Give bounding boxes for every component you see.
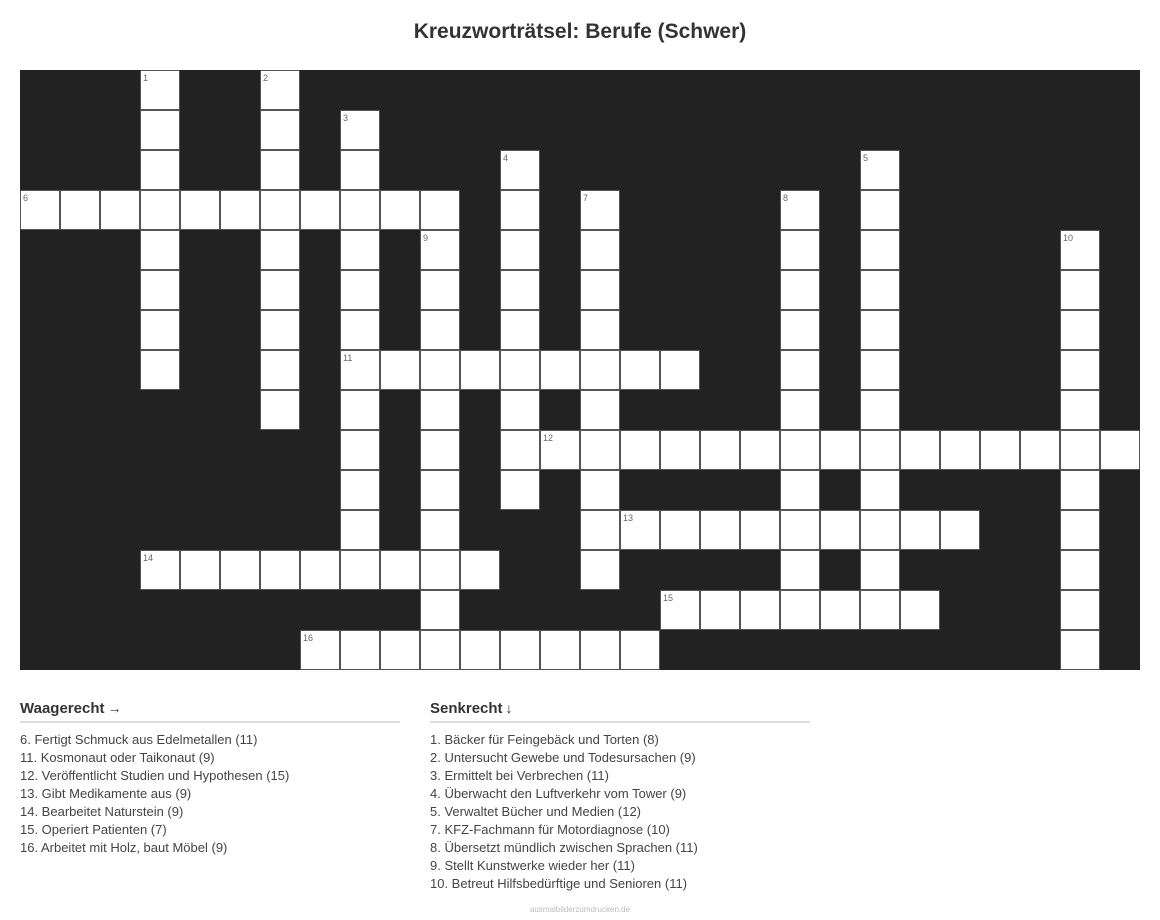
grid-cell[interactable]	[580, 550, 620, 590]
grid-cell[interactable]	[540, 350, 580, 390]
grid-cell[interactable]	[580, 390, 620, 430]
grid-cell[interactable]	[860, 590, 900, 630]
grid-cell[interactable]	[420, 190, 460, 230]
grid-cell[interactable]	[980, 430, 1020, 470]
grid-cell[interactable]	[1060, 270, 1100, 310]
grid-cell[interactable]	[780, 550, 820, 590]
grid-cell[interactable]	[500, 350, 540, 390]
grid-cell[interactable]	[420, 350, 460, 390]
grid-cell[interactable]	[260, 310, 300, 350]
grid-cell[interactable]	[780, 190, 820, 230]
grid-cell[interactable]	[860, 190, 900, 230]
grid-cell[interactable]	[500, 230, 540, 270]
grid-cell[interactable]	[340, 470, 380, 510]
page-title: Kreuzworträtsel: Berufe (Schwer)	[413, 20, 747, 43]
grid-cell[interactable]	[900, 510, 940, 550]
cell-number: 10	[1063, 233, 1074, 243]
grid-cell[interactable]	[540, 630, 580, 670]
grid-cell[interactable]	[860, 430, 900, 470]
grid-cell[interactable]	[420, 230, 460, 270]
grid-cell[interactable]	[940, 430, 980, 470]
grid-cell[interactable]	[420, 630, 460, 670]
grid-cell[interactable]	[140, 150, 180, 190]
grid-cell[interactable]	[260, 70, 300, 110]
grid-cell[interactable]	[1060, 430, 1100, 470]
grid-cell[interactable]	[340, 310, 380, 350]
cell-number: 5	[863, 153, 869, 163]
grid-cell[interactable]	[860, 230, 900, 270]
cell-number: 7	[583, 193, 589, 203]
grid-cell[interactable]	[860, 270, 900, 310]
grid-cell[interactable]	[780, 510, 820, 550]
grid-cell[interactable]	[260, 230, 300, 270]
grid-cell[interactable]	[260, 150, 300, 190]
grid-cell[interactable]	[1060, 630, 1100, 670]
grid-cell[interactable]	[380, 350, 420, 390]
grid-cell[interactable]	[860, 350, 900, 390]
cell-number: 8	[783, 193, 789, 203]
grid-cell[interactable]	[340, 230, 380, 270]
grid-cell[interactable]	[20, 190, 60, 230]
grid-cell[interactable]	[940, 510, 980, 550]
grid-cell[interactable]	[260, 350, 300, 390]
down-clue-list	[430, 731, 810, 893]
grid-cell[interactable]	[1060, 510, 1100, 550]
grid-cell[interactable]	[500, 270, 540, 310]
grid-cell[interactable]	[140, 350, 180, 390]
grid-cell[interactable]	[580, 630, 620, 670]
grid-cell[interactable]	[300, 550, 340, 590]
grid-cell[interactable]	[780, 470, 820, 510]
grid-cell[interactable]	[500, 150, 540, 190]
grid-cell[interactable]	[1060, 550, 1100, 590]
down-clue: 2. Untersucht Gewebe und Todesursachen (9)	[430, 750, 696, 765]
across-clue: 13. Gibt Medikamente aus (9)	[20, 786, 192, 801]
grid-cell[interactable]	[860, 150, 900, 190]
grid-cell[interactable]	[340, 150, 380, 190]
cell-number: 12	[543, 433, 554, 443]
grid-cell[interactable]	[620, 430, 660, 470]
grid-cell[interactable]	[140, 230, 180, 270]
grid-cell[interactable]	[500, 310, 540, 350]
grid-cell[interactable]	[580, 470, 620, 510]
grid-cell[interactable]	[460, 550, 500, 590]
grid-cell[interactable]	[1060, 470, 1100, 510]
grid-cell[interactable]	[420, 510, 460, 550]
cell-number: 16	[303, 633, 314, 643]
footer-credit: ausmalbilderzumdrucken.de	[529, 905, 631, 914]
grid-cell[interactable]	[460, 350, 500, 390]
grid-cell[interactable]	[1060, 590, 1100, 630]
down-clue: 7. KFZ-Fachmann für Motordiagnose (10)	[430, 822, 670, 837]
grid-cell[interactable]	[140, 190, 180, 230]
grid-cell[interactable]	[780, 230, 820, 270]
grid-cell[interactable]	[620, 510, 660, 550]
across-clue: 12. Veröffentlicht Studien und Hypothesen (15)	[20, 768, 290, 783]
grid-cell[interactable]	[860, 390, 900, 430]
grid-cell[interactable]	[580, 510, 620, 550]
grid-cell[interactable]	[420, 310, 460, 350]
grid-cell[interactable]	[500, 470, 540, 510]
grid-cell[interactable]	[700, 430, 740, 470]
grid-cell[interactable]	[260, 110, 300, 150]
grid-cell[interactable]	[180, 190, 220, 230]
across-heading	[20, 700, 400, 723]
grid-cell[interactable]	[420, 270, 460, 310]
grid-cell[interactable]	[1060, 350, 1100, 390]
grid-cell[interactable]	[580, 430, 620, 470]
grid-cell[interactable]	[140, 270, 180, 310]
grid-cell[interactable]	[740, 510, 780, 550]
grid-cell[interactable]	[820, 510, 860, 550]
grid-cell[interactable]	[620, 630, 660, 670]
down-heading-label: Senkrecht	[430, 700, 503, 717]
cell-number: 6	[23, 193, 29, 203]
grid-cell[interactable]	[340, 110, 380, 150]
grid-cell[interactable]	[660, 590, 700, 630]
across-clue: 11. Kosmonaut oder Taikonaut (9)	[20, 750, 215, 765]
grid-cell[interactable]	[140, 310, 180, 350]
grid-cell[interactable]	[340, 550, 380, 590]
grid-cell[interactable]	[780, 350, 820, 390]
grid-cell[interactable]	[340, 430, 380, 470]
grid-cell[interactable]	[140, 550, 180, 590]
grid-cell[interactable]	[220, 550, 260, 590]
grid-cell[interactable]	[660, 510, 700, 550]
down-clue: 9. Stellt Kunstwerke wieder her (11)	[430, 858, 635, 873]
grid-cell[interactable]	[380, 550, 420, 590]
cell-number: 14	[143, 553, 154, 563]
cell-number: 9	[423, 233, 429, 243]
down-clue: 5. Verwaltet Bücher und Medien (12)	[430, 804, 642, 819]
grid-cell[interactable]	[260, 190, 300, 230]
grid-cell[interactable]	[100, 190, 140, 230]
grid-cell[interactable]	[420, 470, 460, 510]
grid-cell[interactable]	[780, 590, 820, 630]
grid-cell[interactable]	[580, 190, 620, 230]
crossword-grid	[20, 70, 1140, 670]
grid-cell[interactable]	[140, 70, 180, 110]
cell-number: 2	[263, 73, 269, 83]
grid-cell[interactable]	[380, 630, 420, 670]
grid-cell[interactable]	[540, 430, 580, 470]
across-clue: 14. Bearbeitet Naturstein (9)	[20, 804, 184, 819]
grid-cell[interactable]	[1060, 310, 1100, 350]
grid-cell[interactable]	[860, 470, 900, 510]
cell-number: 15	[663, 593, 674, 603]
grid-cell[interactable]	[580, 230, 620, 270]
grid-cell[interactable]	[780, 270, 820, 310]
grid-cell[interactable]	[700, 590, 740, 630]
cell-number: 11	[343, 353, 353, 363]
cell-number: 13	[623, 513, 634, 523]
down-clues-panel	[430, 700, 810, 893]
arrow-right-icon: →	[107, 700, 122, 716]
grid-cell[interactable]	[740, 590, 780, 630]
grid-cell[interactable]	[180, 550, 220, 590]
down-heading	[430, 700, 810, 723]
grid-cell[interactable]	[620, 350, 660, 390]
across-clue-list	[20, 731, 400, 857]
grid-cell[interactable]	[500, 190, 540, 230]
grid-cell[interactable]	[580, 270, 620, 310]
grid-cell[interactable]	[1060, 230, 1100, 270]
grid-cell[interactable]	[300, 630, 340, 670]
cell-number: 1	[143, 73, 149, 83]
grid-cell[interactable]	[500, 630, 540, 670]
grid-cell[interactable]	[380, 190, 420, 230]
grid-cell[interactable]	[780, 430, 820, 470]
grid-cell[interactable]	[420, 590, 460, 630]
grid-cell[interactable]	[860, 510, 900, 550]
down-clue: 10. Betreut Hilfsbedürftige und Senioren (11)	[430, 876, 688, 891]
grid-cell[interactable]	[340, 510, 380, 550]
grid-cell[interactable]	[900, 430, 940, 470]
grid-cell[interactable]	[340, 270, 380, 310]
grid-cell[interactable]	[860, 550, 900, 590]
grid-cell[interactable]	[420, 390, 460, 430]
grid-cell[interactable]	[300, 190, 340, 230]
grid-cell[interactable]	[1020, 430, 1060, 470]
grid-cell[interactable]	[60, 190, 100, 230]
grid-cell[interactable]	[820, 590, 860, 630]
grid-cell[interactable]	[140, 110, 180, 150]
grid-cell[interactable]	[460, 630, 500, 670]
grid-cell[interactable]	[1060, 390, 1100, 430]
grid-cell[interactable]	[340, 390, 380, 430]
grid-cell[interactable]	[580, 310, 620, 350]
grid-cell[interactable]	[340, 190, 380, 230]
grid-cell[interactable]	[260, 390, 300, 430]
grid-cell[interactable]	[700, 510, 740, 550]
across-heading-label: Waagerecht	[20, 700, 105, 717]
across-clue: 16. Arbeitet mit Holz, baut Möbel (9)	[20, 840, 228, 855]
arrow-down-icon: ↓	[505, 700, 513, 716]
grid-cell[interactable]	[860, 310, 900, 350]
grid-cell[interactable]	[420, 430, 460, 470]
down-clue: 4. Überwacht den Luftverkehr vom Tower (9)	[430, 786, 687, 801]
across-clue: 6. Fertigt Schmuck aus Edelmetallen (11)	[20, 732, 258, 747]
grid-cell[interactable]	[740, 430, 780, 470]
cell-number: 3	[343, 113, 349, 123]
grid-cell[interactable]	[420, 550, 460, 590]
grid-cell[interactable]	[660, 350, 700, 390]
down-clue: 8. Übersetzt mündlich zwischen Sprachen (11)	[430, 840, 698, 855]
across-clue: 15. Operiert Patienten (7)	[20, 822, 167, 837]
grid-cell[interactable]	[660, 430, 700, 470]
grid-cell[interactable]	[220, 190, 260, 230]
grid-cell[interactable]	[580, 350, 620, 390]
cell-number: 4	[503, 153, 509, 163]
grid-cell[interactable]	[1100, 430, 1140, 470]
grid-cell[interactable]	[260, 550, 300, 590]
grid-cell[interactable]	[340, 630, 380, 670]
down-clue: 3. Ermittelt bei Verbrechen (11)	[430, 768, 609, 783]
grid-cell[interactable]	[780, 390, 820, 430]
grid-cell[interactable]	[900, 590, 940, 630]
grid-cell[interactable]	[820, 430, 860, 470]
grid-cell[interactable]	[500, 390, 540, 430]
grid-cell[interactable]	[340, 350, 380, 390]
grid-cell[interactable]	[500, 430, 540, 470]
across-clues-panel	[20, 700, 400, 857]
grid-cell[interactable]	[780, 310, 820, 350]
grid-cell[interactable]	[260, 270, 300, 310]
down-clue: 1. Bäcker für Feingebäck und Torten (8)	[430, 732, 659, 747]
